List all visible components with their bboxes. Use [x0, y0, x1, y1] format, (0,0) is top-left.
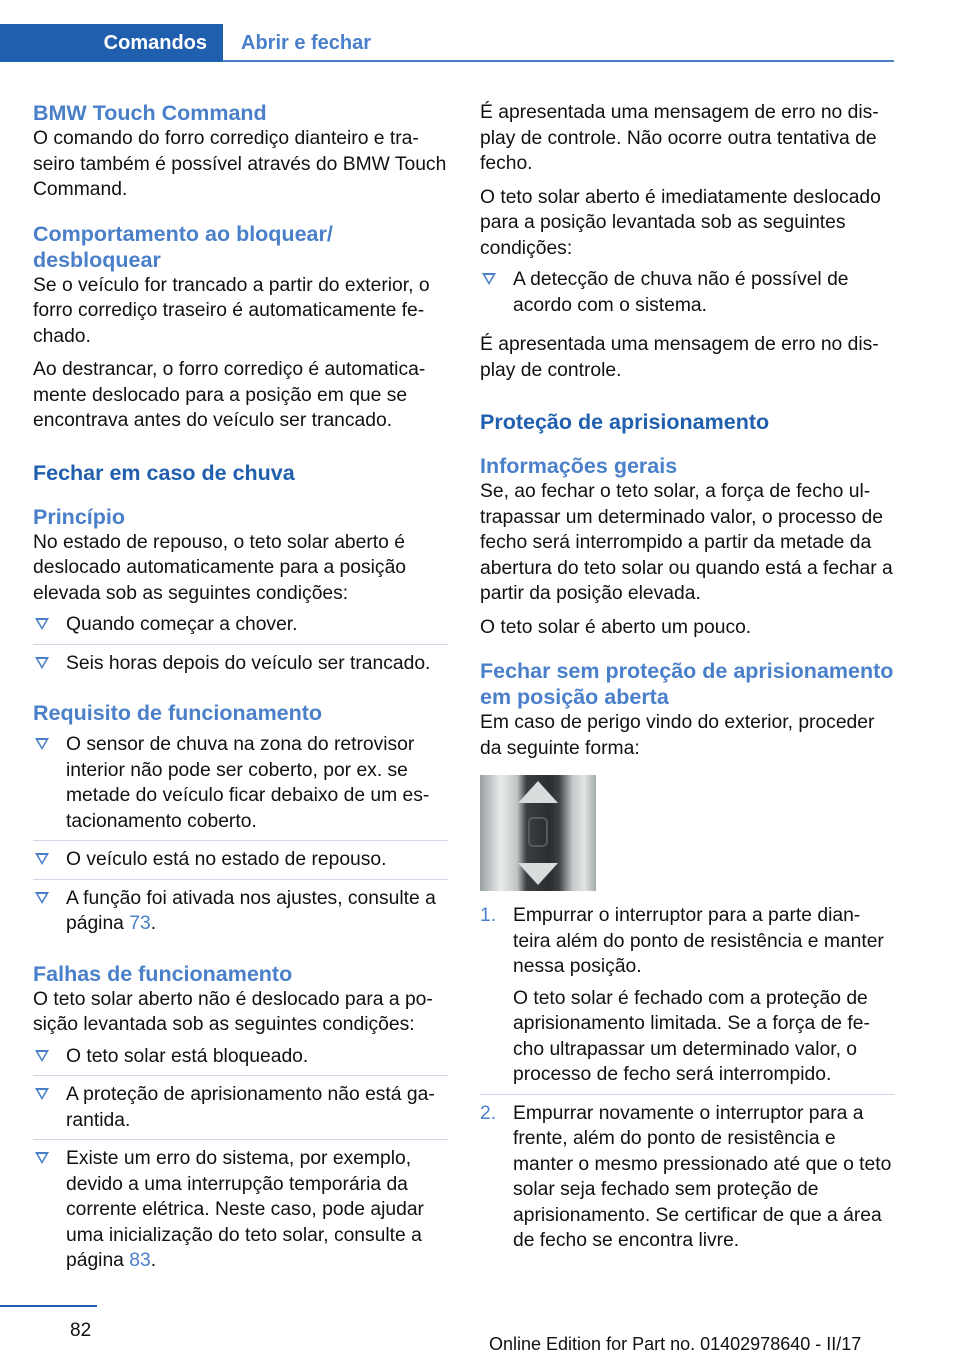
step-number: 1. — [480, 905, 497, 926]
header-rule — [223, 60, 894, 62]
paragraph-open-conditions: O teto solar aberto é imediatamente deslocado para a posição levantada sob as seguintes condições: — [480, 186, 881, 259]
triangle-bullet-icon — [35, 1152, 49, 1164]
heading-principle: Princípio — [33, 504, 125, 529]
list-item: O veículo está no estado de repouso. — [33, 841, 448, 880]
paragraph-lock-1: Se o veículo for trancado a partir do exterior, o forro corrediço traseiro é automaticamente fe-chado. — [33, 274, 430, 347]
list-item: Quando começar a chover. — [33, 606, 448, 645]
list-item: 1. Empurrar o interruptor para a parte dian-teira além do ponto de resistência e manter nessa posição. O teto solar é fechado com a proteção de aprisionamento limitada. Se a força de fe-cho ultrapassar um determinado valor, o processo de fecho será interrompido. — [480, 897, 895, 1095]
tab-comandos[interactable]: Comandos — [0, 24, 223, 62]
heading-faults: Falhas de funcionamento — [33, 961, 293, 986]
triangle-bullet-icon — [35, 1088, 49, 1100]
open-conditions-list — [480, 261, 895, 324]
paragraph-principle: No estado de repouso, o teto solar aberto é deslocado automaticamente para a posição elevada sob as seguintes condições: — [33, 531, 407, 604]
edition-footer: Online Edition for Part no. 01402978640 - II/17 — [489, 1334, 862, 1354]
triangle-bullet-icon — [35, 853, 49, 865]
arrow-up-icon — [518, 781, 558, 803]
steps-list — [480, 897, 895, 1260]
chapter-header — [0, 0, 894, 62]
paragraph-general-1: Se, ao fechar o teto solar, a força de fecho ul-trapassar um determinado valor, o processo de fecho será interrompido a partir da metade da abertura do teto solar ou quando está a fechar a partir da posição elevada. — [480, 481, 893, 604]
list-item: A função foi ativada nos ajustes, consulte a página 73. — [33, 880, 448, 943]
list-item: 2. Empurrar novamente o interruptor para a frente, além do ponto de resistência e manter o mesmo pressionado até que o teto solar seja fechado sem proteção de aprisionamento. Se certificar de que a área de fecho se encontra livre. — [480, 1102, 892, 1251]
triangle-bullet-icon — [35, 738, 49, 750]
arrow-down-icon — [518, 863, 558, 885]
right-column — [480, 100, 895, 1260]
heading-close-without-protection: Fechar sem proteção de aprisionamento em posição aberta — [480, 659, 894, 709]
heading-rain-close: Fechar em caso de chuva — [33, 460, 295, 485]
heading-general-info: Informações gerais — [480, 454, 678, 478]
triangle-bullet-icon — [35, 618, 49, 630]
triangle-bullet-icon — [35, 1050, 49, 1062]
page-reference-link[interactable]: 73 — [129, 913, 151, 934]
tab-abrir-e-fechar[interactable]: Abrir e fechar — [241, 32, 372, 54]
list-item: O sensor de chuva na zona do retrovisor interior não pode ser coberto, por ex. se metade do veículo ficar debaixo de um es-tacionamento coberto. — [33, 726, 448, 841]
triangle-bullet-icon — [482, 273, 496, 285]
triangle-bullet-icon — [35, 892, 49, 904]
requirement-list — [33, 726, 448, 943]
page-number: 82 — [70, 1320, 92, 1341]
page-reference-link[interactable]: 83 — [129, 1250, 151, 1271]
paragraph-touch-command: O comando do forro corrediço dianteiro e tra-seiro também é possível através do BMW Touch Command. — [33, 128, 447, 200]
step-number: 2. — [480, 1102, 497, 1124]
list-item: Existe um erro do sistema, por exemplo, devido a uma interrupção temporária da corrente elétrica. Neste caso, pode ajudar uma inicialização do teto solar, consulte a página 83. — [33, 1140, 448, 1280]
triangle-bullet-icon — [35, 657, 49, 669]
heading-touch-command: BMW Touch Command — [33, 101, 267, 125]
sunroof-switch-image — [480, 775, 596, 891]
switch-knob — [528, 817, 548, 847]
list-item: A detecção de chuva não é possível de acordo com o sistema. — [480, 261, 895, 324]
paragraph-faults: O teto solar aberto não é deslocado para a po-sição levantada sob as seguintes condições: — [33, 988, 433, 1035]
paragraph-lock-2: Ao destrancar, o forro corrediço é automatica-mente deslocado para a posição em que se encontrava antes do veículo ser trancado. — [33, 359, 426, 431]
heading-requirement: Requisito de funcionamento — [33, 701, 323, 725]
paragraph-error-message-2: É apresentada uma mensagem de erro no dis-play de controle. — [480, 334, 879, 381]
footer-rule — [0, 1305, 97, 1307]
fault-list — [33, 1038, 448, 1280]
list-item: A proteção de aprisionamento não está ga-rantida. — [33, 1076, 448, 1140]
list-item: Seis horas depois do veículo ser trancado. — [33, 645, 448, 683]
left-column — [33, 100, 448, 1280]
paragraph-error-message-1: É apresentada uma mensagem de erro no dis-play de controle. Não ocorre outra tentativa de fecho. — [480, 102, 879, 174]
paragraph-general-2: O teto solar é aberto um pouco. — [480, 616, 752, 638]
list-item: O teto solar está bloqueado. — [33, 1038, 448, 1077]
heading-lock-behaviour: Comportamento ao bloquear/ desbloquear — [33, 221, 333, 272]
heading-pinch-protection: Proteção de aprisionamento — [480, 410, 770, 434]
principle-list — [33, 606, 448, 682]
paragraph-danger: Em caso de perigo vindo do exterior, proceder da seguinte forma: — [480, 712, 875, 759]
